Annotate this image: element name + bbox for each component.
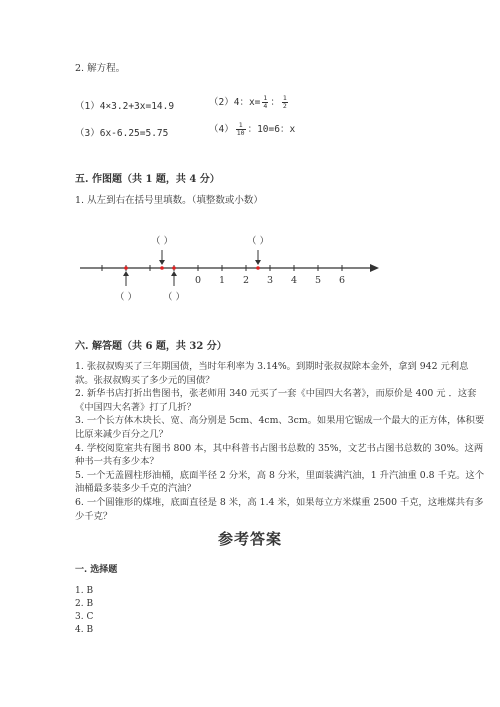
fraction: $\frac{1}{10}$ [236, 121, 245, 137]
axis-arrow [370, 264, 379, 272]
problem-item: 6. 一个圆锥形的煤堆，底面直径是 8 米，高 1.4 米，如果每立方米煤重 2500 千克，这堆煤共有多少千克？ [75, 496, 484, 522]
number-line [70, 228, 390, 310]
answers-section-heading: 一. 选择题 [75, 565, 118, 575]
blank-bracket-bottom: （ ） [114, 292, 138, 303]
fraction: $\frac{1}{2}$ [282, 94, 287, 110]
equation-4-suffix: ：10=6：x [247, 124, 296, 135]
equation-4 [209, 121, 295, 137]
answers-title: 参考答案 [217, 530, 282, 548]
problem-item: 3. 一个长方体木块长、宽、高分别是 5cm、4cm、3cm。如果用它锯成一个最大的正方体，体积要比原来减少百分之几？ [75, 415, 485, 440]
problem-item: 5. 一个无盖圆柱形油桶，底面半径 2 分米，高 8 分米，里面装满汽油，1 升汽油重 0.8 千克。这个油桶最多装多少千克的汽油？ [75, 469, 485, 495]
equation-2 [209, 94, 290, 110]
arrow-up-head [123, 271, 129, 276]
arrow-up-head [171, 271, 177, 276]
problem-list [75, 360, 485, 523]
section6-heading: 六. 解答题（共 6 题，共 32 分） [75, 341, 227, 352]
answer-item: 1. B [75, 586, 94, 596]
answer-list [75, 585, 93, 637]
answer-item: 4. B [75, 625, 94, 635]
problem-item: 2. 新华书店打折出售图书，张老师用 340 元买了一套《中国四大名著》，而原价是 400 元 ．这套《中国四大名著》打了几折？ [75, 388, 477, 413]
axis-label: 4 [290, 275, 298, 286]
fraction: $\frac{1}{4}$ [263, 94, 268, 110]
section5-heading: 五. 作图题（共 1 题，共 4 分） [75, 174, 220, 185]
axis-label: 5 [314, 275, 322, 286]
equation-1: （1）4×3.2+3x=14.9 [75, 101, 175, 112]
blank-bracket-bottom: （ ） [162, 292, 186, 303]
equation-4-prefix: （4） [209, 124, 234, 135]
arrow-down-head [159, 260, 165, 265]
axis-label: 2 [242, 275, 250, 286]
axis-label: 1 [218, 275, 226, 286]
equation-3: （3）6x-6.25=5.75 [75, 128, 169, 139]
equation-2-prefix: （2）4：x= [209, 97, 261, 108]
arrow-down-head [255, 260, 261, 265]
axis-label: 3 [266, 275, 274, 286]
section5-question: 1. 从左到右在括号里填数。（填整数或小数） [75, 195, 263, 206]
equation-2-sep: ： [270, 97, 280, 108]
blank-bracket-top: （ ） [150, 236, 174, 247]
problem-item: 4. 学校阅览室共有图书 800 本，其中科普书占图书总数的 35%，文艺书占图书总数的 30%。这两种书一共有多少本？ [75, 442, 484, 468]
blank-bracket-top: （ ） [246, 236, 270, 247]
axis-label: 6 [338, 275, 346, 286]
answer-item: 3. C [75, 612, 94, 622]
problem-item: 1. 张叔叔购买了三年期国债，当时年利率为 3.14%。到期时张叔叔除本金外，拿到 942 元利息款。张叔叔购买了多少元的国债？ [75, 361, 469, 386]
answer-item: 2. B [75, 599, 94, 609]
axis-label: 0 [194, 275, 202, 286]
section2-heading: 2. 解方程。 [75, 63, 126, 74]
